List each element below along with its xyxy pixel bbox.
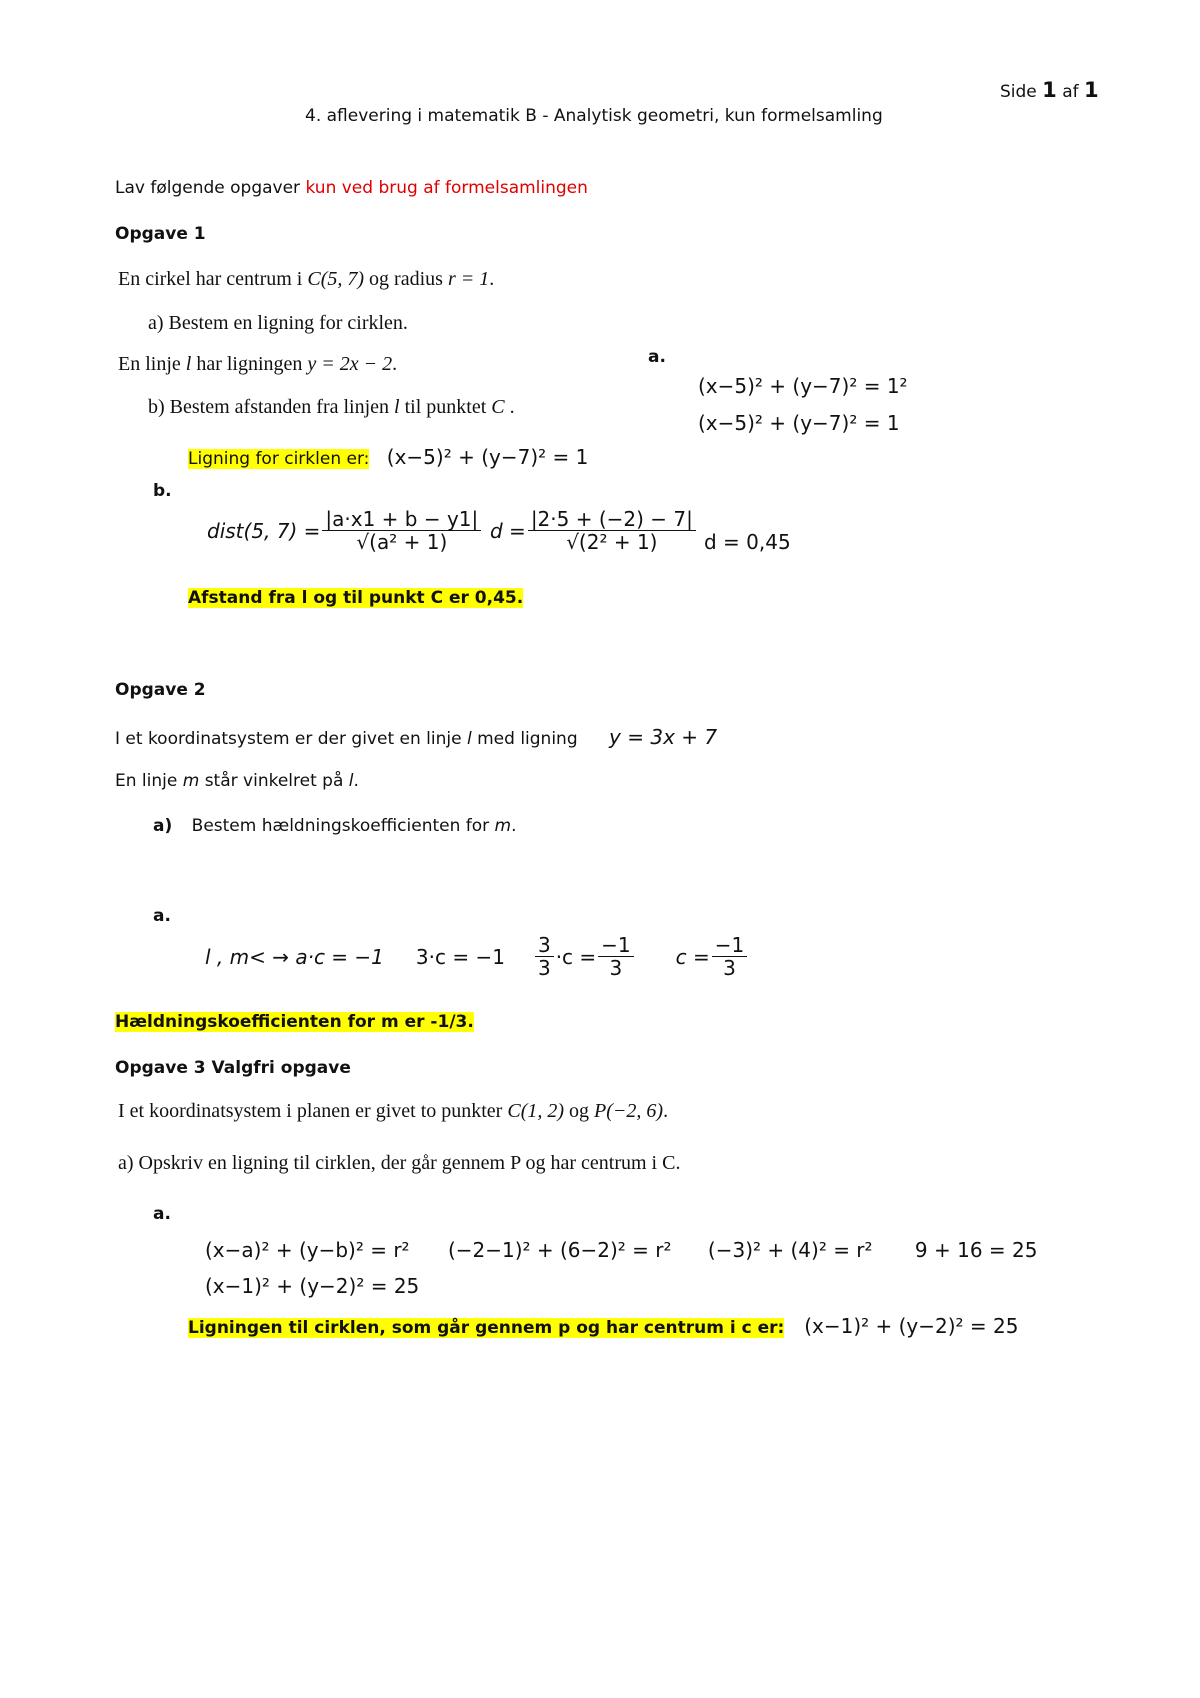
opgave2-task-a [153,816,517,836]
dist-lhs: dist(5, 7) = [207,519,321,543]
opgave1-line-l [118,353,397,376]
opgave2-frac1-den: 3 [537,956,551,980]
opgave3-point-c: C(1, 2) [507,1100,565,1122]
opgave1-d-result: d = 0,45 [704,530,791,554]
opgave2-frac1-num: 3 [535,934,554,957]
opgave3-task-a: a) Opskriv en ligning til cirklen, der går gennem P og har centrum i C. [118,1152,681,1174]
opgave2-answer [115,1012,474,1032]
opgave1-circle-answer [188,445,588,469]
opgave1-line-l-end: . [392,353,398,375]
intro-text: Lav følgende opgaver [115,178,301,198]
opgave3-eq-row1 [205,1238,1037,1262]
opgave2-step2: 3·c = −1 [415,945,505,969]
opgave2-highlight: Hældningskoefficienten for m er -1/3. [115,1012,474,1032]
opgave3-line1-text: I et koordinatsystem i planen er givet to punkter [118,1100,503,1122]
page-of: af [1062,82,1079,102]
opgave3-og: og [569,1100,590,1122]
opgave2-line2-var2: l [348,771,354,791]
opgave2-frac2-num: −1 [598,934,633,957]
opgave1-task-b-end: . [509,396,515,418]
opgave1-line-l-eq: y = 2x − 2 [307,353,393,375]
opgave1-line1-mid: og radius [369,268,443,290]
opgave2-c-lhs: c = [675,945,710,969]
opgave1-center: C(5, 7) [307,268,365,290]
opgave1-line-l-mid: har ligningen [196,353,303,375]
opgave1-distance-highlight: Afstand fra l og til punkt C er 0,45. [188,588,524,608]
opgave2-frac3-den: 3 [723,956,736,980]
opgave2-perp-condition: l , m< → a·c = −1 [205,945,384,969]
intro-line [115,178,588,198]
d-lhs: d = [490,519,526,543]
opgave1-answer-a-label: a. [648,347,666,367]
opgave2-line1-end: med ligning [477,729,578,749]
opgave2-line2 [115,771,359,791]
opgave1-answer-b-label: b. [153,481,172,501]
opgave1-answer-a-eq2: (x−5)² + (y−7)² = 1 [698,411,900,435]
opgave2-frac2 [598,934,633,980]
page-num: 1 [1042,78,1057,102]
dist-denominator: √(a² + 1) [356,530,448,554]
opgave3-answer [188,1314,1019,1338]
opgave3-answer-a-label: a. [153,1204,171,1224]
opgave2-heading: Opgave 2 [115,680,206,700]
opgave1-line-l-text: En linje [118,353,181,375]
opgave1-task-b-text: b) Bestem afstanden fra linjen [148,396,390,418]
opgave2-line-eq: y = 3x + 7 [609,725,718,749]
opgave3-eq1: (x−a)² + (y−b)² = r² [205,1238,410,1262]
d-numerator: |2·5 + (−2) − 7| [528,508,696,531]
opgave2-line2-b: står vinkelret på [204,771,344,791]
opgave2-answer-a-math [205,934,749,980]
opgave2-line1-text: I et koordinatsystem er der givet en linje [115,729,462,749]
opgave2-frac2-den: 3 [609,956,623,980]
opgave2-step3-mid: ·c = [555,945,597,969]
page-number [1000,78,1099,102]
opgave1-heading: Opgave 1 [115,224,206,244]
opgave1-task-b-var: l [394,396,400,418]
dist-fraction [322,508,481,554]
opgave1-task-b-point: C [491,396,505,418]
opgave1-task-b-mid: til punktet [404,396,487,418]
opgave2-answer-a-label: a. [153,906,171,926]
opgave1-task-a: a) Bestem en ligning for cirklen. [148,312,408,334]
opgave3-eq3: (−3)² + (4)² = r² [707,1238,873,1262]
opgave3-final-eq: (x−1)² + (y−2)² = 25 [804,1314,1019,1338]
opgave3-eq5: (x−1)² + (y−2)² = 25 [205,1274,420,1298]
page-label: Side [1000,82,1037,102]
opgave1-line-l-var: l [185,353,192,375]
opgave2-frac3-num: −1 [712,934,747,957]
opgave2-line1-var: l [466,729,472,749]
opgave1-distance-formula [207,508,483,554]
page-total: 1 [1084,78,1099,102]
opgave2-task-a-var: m [494,816,512,836]
opgave1-circle-eq: (x−5)² + (y−7)² = 1 [386,445,589,469]
document-title: 4. aflevering i matematik B - Analytisk geometri, kun formelsamling [305,106,883,126]
opgave2-line2-var: m [182,771,200,791]
opgave2-task-a-end: . [511,816,517,836]
opgave2-line1 [115,725,717,749]
opgave3-highlight: Ligningen til cirklen, som går gennem p og har centrum i c er: [188,1318,785,1338]
opgave1-line1-text: En cirkel har centrum i [118,268,303,290]
dist-numerator: |a·x1 + b − y1| [322,508,481,531]
intro-red-text: kun ved brug af formelsamlingen [305,178,588,198]
opgave2-task-a-label: a) [153,816,173,836]
opgave1-circle-highlight: Ligning for cirklen er: [188,449,370,469]
opgave1-distance-answer [188,588,523,608]
opgave3-eq4: 9 + 16 = 25 [914,1238,1038,1262]
opgave2-line2-a: En linje [115,771,178,791]
opgave2-frac1 [535,934,554,980]
opgave1-line1-end: . [489,268,495,290]
opgave1-d-formula [490,508,698,554]
opgave2-line2-end: . [353,771,359,791]
opgave2-frac3 [712,934,747,980]
opgave2-task-a-text: Bestem hældningskoefficienten for [191,816,490,836]
d-denominator: √(2² + 1) [566,530,658,554]
opgave3-eq2: (−2−1)² + (6−2)² = r² [447,1238,672,1262]
opgave1-radius: r = 1 [447,268,490,290]
opgave3-point-p: P(−2, 6) [594,1100,664,1122]
opgave3-line1-end: . [663,1100,669,1122]
opgave1-answer-a-eq1: (x−5)² + (y−7)² = 1² [698,374,908,398]
opgave1-circle-line [118,268,494,291]
opgave3-line1 [118,1100,668,1123]
opgave1-task-b [148,396,515,419]
opgave3-heading: Opgave 3 Valgfri opgave [115,1058,351,1078]
d-fraction [528,508,696,554]
